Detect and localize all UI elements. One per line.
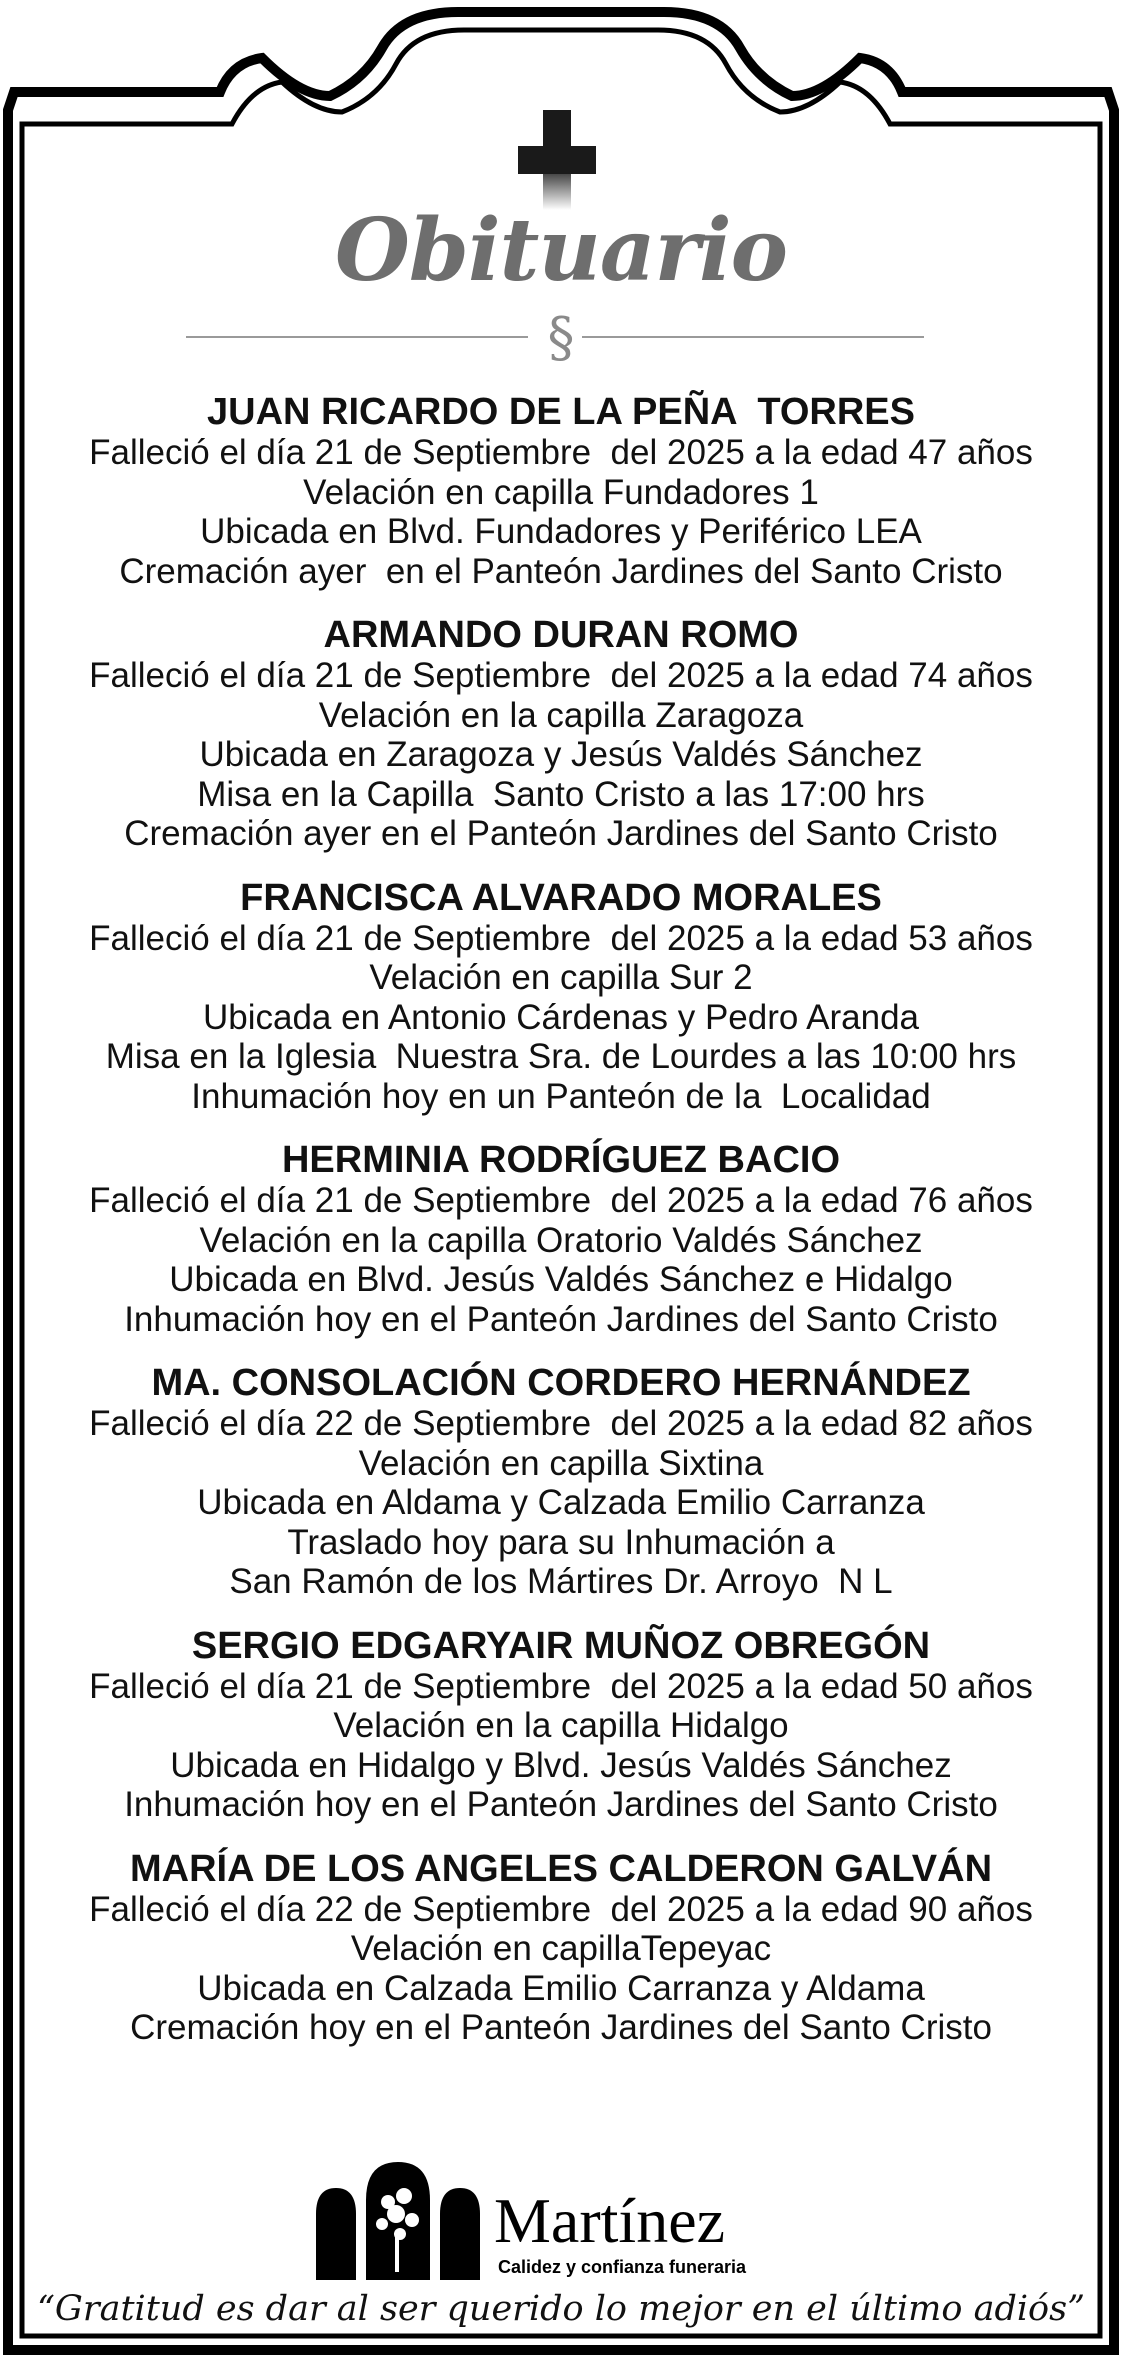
page-title: Obituario [334,200,788,301]
obituary-detail-line: Falleció el día 21 de Septiembre del 2025 a la edad 74 años [89,656,1033,695]
obituary-entry [40,1849,1082,2048]
obituary-detail-line: Traslado hoy para su Inhumación a [287,1522,835,1562]
obituary-detail-line: Falleció el día 22 de Septiembre del 2025 a la edad 82 años [89,1404,1033,1443]
deceased-name: ARMANDO DURAN ROMO [323,614,799,656]
obituary-detail-line: Falleció el día 21 de Septiembre del 2025 a la edad 47 años [89,433,1033,472]
obituary-detail-line: Cremación hoy en el Panteón Jardines del Santo Cristo [130,2008,992,2047]
obituary-detail-line: Inhumación hoy en el Panteón Jardines del Santo Cristo [124,1299,998,1339]
obituary-detail-line: Falleció el día 22 de Septiembre del 2025 a la edad 90 años [89,1889,1033,1929]
divider-line-left [186,336,528,338]
deceased-name: HERMINIA RODRÍGUEZ BACIO [281,1139,841,1181]
deceased-name: MARÍA DE LOS ANGELES CALDERON GALVÁN [129,1847,993,1890]
deceased-name: MA. CONSOLACIÓN CORDERO HERNÁNDEZ [151,1362,971,1404]
obituary-detail-line: San Ramón de los Mártires Dr. Arroyo N L [229,1562,893,1601]
brand-name: Martínez [494,2185,725,2256]
obituary-entry [40,392,1082,591]
obituary-detail-line: Cremación ayer en el Panteón Jardines del Santo Cristo [119,551,1003,591]
obituary-detail-line: Ubicada en Blvd. Fundadores y Periférico LEA [200,512,922,551]
obituary-entry [40,1363,1082,1602]
obituary-detail-line: Ubicada en Calzada Emilio Carranza y Aldama [197,1968,925,2008]
obituary-detail-line: Velación en la capilla Oratorio Valdés Sánchez [199,1220,923,1260]
obituary-detail-line: Inhumación hoy en el Panteón Jardines del Santo Cristo [124,1785,998,1824]
obituary-detail-line: Falleció el día 21 de Septiembre del 2025 a la edad 53 años [89,918,1033,958]
deceased-name: JUAN RICARDO DE LA PEÑA TORRES [207,391,915,433]
obituary-detail-line: Falleció el día 21 de Septiembre del 2025 a la edad 76 años [89,1181,1033,1220]
obituary-detail-line: Velación en capilla Sur 2 [369,958,753,997]
obituary-detail-line: Velación en capillaTepeyac [350,1929,772,1968]
deceased-name: SERGIO EDGARYAIR MUÑOZ OBREGÓN [191,1624,931,1667]
obituary-detail-line: Misa en la Capilla Santo Cristo a las 17:00 hrs [197,774,925,814]
obituary-detail-line: Falleció el día 21 de Septiembre del 2025 a la edad 50 años [89,1666,1033,1706]
footer-quote: “Gratitud es dar al ser querido lo mejor en el último adiós” [37,2289,1085,2329]
obituary-detail-line: Ubicada en Antonio Cárdenas y Pedro Aranda [202,997,920,1037]
obituary-detail-line: Velación en capilla Sixtina [358,1443,764,1483]
obituary-detail-line: Velación en la capilla Hidalgo [333,1706,789,1745]
divider-line-right [582,336,924,338]
obituary-detail-line: Cremación ayer en el Panteón Jardines del Santo Cristo [124,814,998,853]
obituary-entry [40,1140,1082,1339]
obituary-detail-line: Ubicada en Blvd. Jesús Valdés Sánchez e Hidalgo [169,1260,953,1299]
obituary-detail-line: Ubicada en Hidalgo y Blvd. Jesús Valdés Sánchez [170,1745,952,1785]
obituary-detail-line: Ubicada en Aldama y Calzada Emilio Carranza [197,1483,925,1522]
obituary-entry [40,878,1082,1117]
obituary-detail-line: Velación en la capilla Zaragoza [318,695,804,735]
obituary-entry [40,1626,1082,1825]
deceased-name: FRANCISCA ALVARADO MORALES [240,876,882,919]
obituary-entry [40,615,1082,854]
obituary-list [40,392,1082,2072]
cross-icon [518,110,596,210]
section-divider-icon: § [547,306,575,369]
obituary-detail-line: Inhumación hoy en un Panteón de la Localidad [191,1076,931,1116]
obituary-detail-line: Velación en capilla Fundadores 1 [303,472,819,512]
obituary-detail-line: Ubicada en Zaragoza y Jesús Valdés Sánchez [199,735,923,774]
obituary-detail-line: Misa en la Iglesia Nuestra Sra. de Lourdes a las 10:00 hrs [105,1037,1017,1076]
brand-tagline: Calidez y confianza funeraria [498,2257,747,2277]
